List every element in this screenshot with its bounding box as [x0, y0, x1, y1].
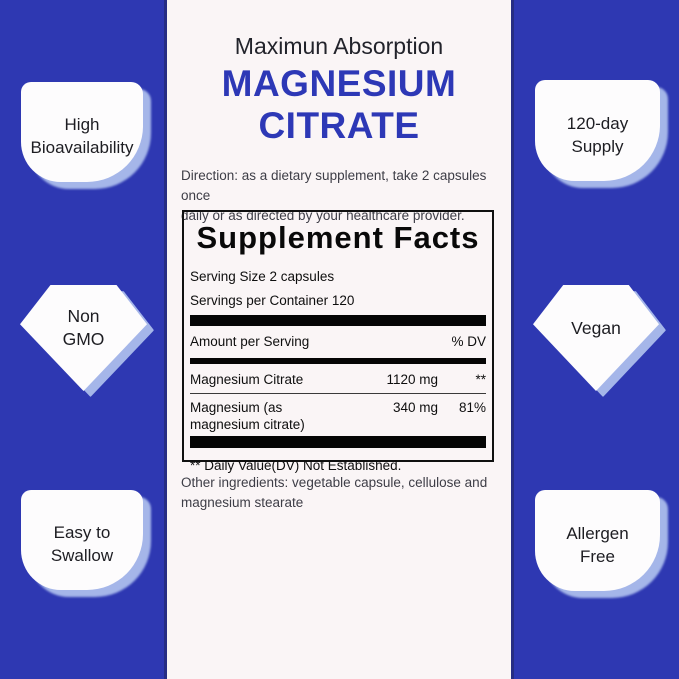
direction-text: Direction: as a dietary supplement, take 2 capsules once daily or as directed by your healthcare provider. — [181, 168, 487, 223]
ingredient-name: Magnesium (as magnesium citrate) — [190, 400, 305, 432]
facts-row-magnesium — [190, 399, 486, 433]
ingredient-dv: ** — [475, 372, 486, 387]
badge-120-day-supply — [535, 80, 660, 181]
badge-label: Vegan — [571, 317, 621, 338]
badge-easy-to-swallow — [21, 490, 143, 590]
other-ingredients-text: Other ingredients: vegetable capsule, cellulose and magnesium stearate — [181, 475, 488, 510]
badge-vegan — [533, 285, 659, 391]
badge-allergen-free — [535, 490, 660, 591]
thick-divider-bar — [190, 315, 486, 326]
ingredient-dv: 81% — [458, 400, 486, 415]
thin-divider-line — [190, 393, 486, 394]
badge-label: Easy to Swallow — [50, 523, 114, 565]
badge-high-bioavailability — [21, 82, 143, 182]
supplement-facts-title: Supplement Facts — [196, 220, 480, 255]
product-subtitle: Maximun Absorption — [234, 33, 444, 59]
dv-footnote: ** Daily Value(DV) Not Established. — [190, 458, 402, 473]
ingredient-amount: 340 mg — [392, 400, 438, 415]
ingredient-name: Magnesium Citrate — [190, 372, 304, 387]
thick-divider-bar — [190, 436, 486, 448]
serving-size-text: Serving Size 2 capsules — [190, 269, 335, 284]
product-title: MAGNESIUM CITRATE — [221, 63, 457, 146]
percent-dv-label: % DV — [451, 334, 486, 349]
amount-per-serving-label: Amount per Serving — [190, 334, 310, 349]
servings-per-container-text: Servings per Container 120 — [190, 293, 355, 308]
supplement-facts-box — [182, 210, 494, 473]
label-panel — [164, 0, 514, 679]
ingredient-amount: 1120 mg — [386, 372, 438, 387]
badge-label: Non GMO — [62, 306, 105, 349]
badge-label: High Bioavailability — [30, 115, 134, 157]
badge-label: Allergen Free — [566, 523, 629, 566]
facts-row-magnesium-citrate — [190, 371, 486, 388]
badge-label: 120-day Supply — [566, 113, 629, 156]
medium-divider-bar — [190, 358, 486, 364]
badge-non-gmo — [20, 285, 147, 391]
facts-header-row — [190, 333, 486, 350]
